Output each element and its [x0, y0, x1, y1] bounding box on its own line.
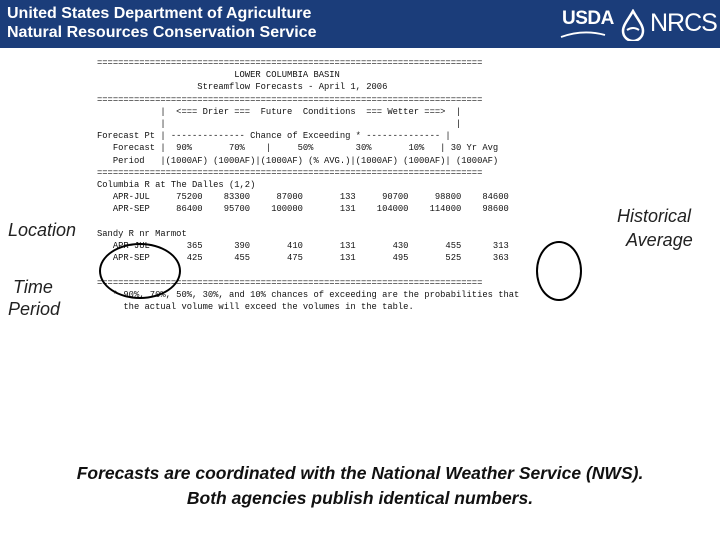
report-line: LOWER COLUMBIA BASIN: [97, 70, 340, 81]
water-drop-icon: [619, 9, 647, 41]
report-line: Streamflow Forecasts - April 1, 2006: [97, 82, 388, 93]
footer-caption-line2: Both agencies publish identical numbers.: [186, 488, 534, 508]
report-line: APR-SEP 86400 95700 100000 131 104000 114000 98600: [97, 204, 509, 215]
agency-name-line2: Natural Resources Conservation Service: [7, 24, 317, 41]
nrcs-logo-text: NRCS: [650, 9, 717, 37]
time-period-annotation-line1: Time: [13, 277, 53, 297]
report-line: APR-JUL 365 390 410 131 430 455 313: [97, 241, 509, 252]
time-period-annotation-line2: Period: [8, 299, 61, 319]
report-line: [97, 216, 519, 228]
report-line: | <=== Drier === Future Conditions === Wetter ===> |: [97, 106, 462, 117]
report-line: APR-SEP 425 455 475 131 495 525 363: [97, 253, 509, 264]
report-line: =========================================================================: [97, 167, 483, 178]
usda-logo-text: USDA: [562, 8, 614, 29]
report-line: | |: [97, 119, 462, 130]
average-highlight-ellipse: [536, 241, 582, 301]
historical-average-annotation-line2: Average: [626, 230, 693, 250]
report-line: =========================================================================: [97, 277, 483, 288]
usda-swoosh-icon: [560, 31, 606, 39]
historical-average-annotation-line1: Historical: [617, 206, 692, 226]
report-line: =========================================================================: [97, 94, 483, 105]
location-highlight-ellipse: [99, 243, 181, 299]
report-line: Columbia R at The Dalles (1,2): [97, 180, 256, 191]
report-line: Period |(1000AF) (1000AF)|(1000AF) (% AVG.)|(1000AF) (1000AF)| (1000AF): [97, 155, 499, 166]
report-line: Forecast | 90% 70% | 50% 30% 10% | 30 Yr Avg: [97, 143, 499, 154]
agency-name-line1: United States Department of Agriculture: [7, 5, 312, 22]
report-line: * 90%, 70%, 50%, 30%, and 10% chances of exceeding are the probabilities that: [97, 289, 520, 300]
agency-header-bar: [0, 0, 720, 48]
location-annotation: Location: [8, 220, 77, 240]
footer-caption-line1: Forecasts are coordinated with the National Weather Service (NWS).: [76, 463, 644, 483]
report-line: Forecast Pt | -------------- Chance of Exceeding * -------------- |: [97, 131, 451, 142]
report-line: the actual volume will exceed the volumes in the table.: [97, 302, 414, 313]
report-line: =========================================================================: [97, 58, 483, 68]
report-line: Sandy R nr Marmot: [97, 228, 187, 239]
report-line: APR-JUL 75200 83300 87000 133 90700 98800 84600: [97, 192, 509, 203]
